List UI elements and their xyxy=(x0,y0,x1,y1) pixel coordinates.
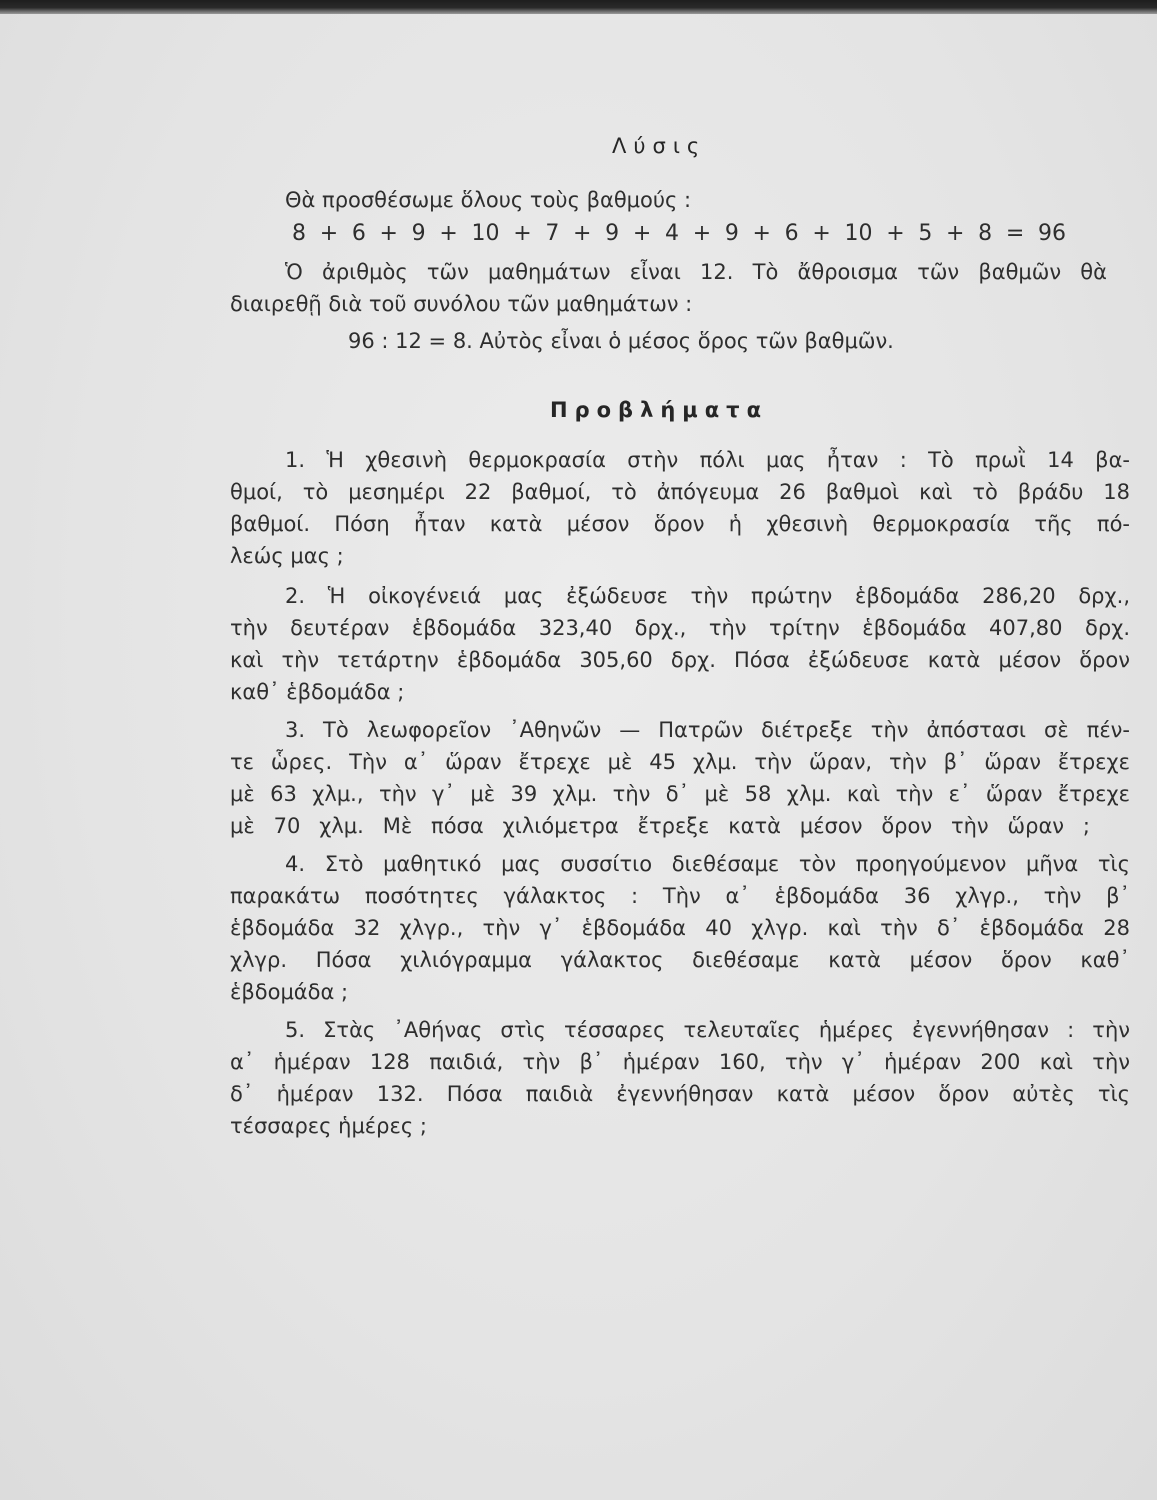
problem-2-line-3: καὶ τὴν τετάρτην ἑβδομάδα 305,60 δρχ. Πόσα ἐξώδευσε κατὰ μέσον ὅρον xyxy=(230,648,1130,672)
solution-heading: Λύσις xyxy=(612,134,707,158)
problem-3-line-4: μὲ 70 χλμ. Μὲ πόσα χιλιόμετρα ἔτρεξε κατὰ μέσον ὅρον τὴν ὥραν ; xyxy=(230,814,1090,838)
problem-1-line-2: θμοί, τὸ μεσημέρι 22 βαθμοί, τὸ ἀπόγευμα 26 βαθμοὶ καὶ τὸ βράδυ 18 xyxy=(230,480,1130,504)
solution-text-line-2: διαιρεθῇ διὰ τοῦ συνόλου τῶν μαθημάτων : xyxy=(230,292,693,316)
solution-text-line-1: Ὁ ἀριθμὸς τῶν μαθημάτων εἶναι 12. Τὸ ἄθροισμα τῶν βαθμῶν θὰ xyxy=(285,260,1107,284)
problem-4-line-2: παρακάτω ποσότητες γάλακτος : Τὴν α᾽ ἑβδομάδα 36 χλγρ., τὴν β᾽ xyxy=(230,884,1130,908)
problem-2-line-2: τὴν δευτέραν ἑβδομάδα 323,40 δρχ., τὴν τρίτην ἑβδομάδα 407,80 δρχ. xyxy=(230,616,1130,640)
problem-1-line-3: βαθμοί. Πόση ἦταν κατὰ μέσον ὅρον ἡ χθεσινὴ θερμοκρασία τῆς πό- xyxy=(230,512,1130,536)
problem-4-line-5: ἑβδομάδα ; xyxy=(230,980,349,1004)
solution-result: 96 : 12 = 8. Αὐτὸς εἶναι ὁ μέσος ὅρος τῶν βαθμῶν. xyxy=(348,329,894,353)
scan-top-border xyxy=(0,0,1157,14)
solution-equation: 8 + 6 + 9 + 10 + 7 + 9 + 4 + 9 + 6 + 10 + 5 + 8 = 96 xyxy=(292,221,1066,246)
problems-heading: Προβλήματα xyxy=(550,398,769,422)
solution-intro: Θὰ προσθέσωμε ὅλους τοὺς βαθμούς : xyxy=(285,188,692,212)
problem-4-line-3: ἑβδομάδα 32 χλγρ., τὴν γ᾽ ἑβδομάδα 40 χλγρ. καὶ τὴν δ᾽ ἑβδομάδα 28 xyxy=(230,916,1130,940)
problem-3-line-1: 3. Τὸ λεωφορεῖον ᾽Αθηνῶν — Πατρῶν διέτρεξε τὴν ἀπόστασι σὲ πέν- xyxy=(285,718,1130,742)
problem-4-line-1: 4. Στὸ μαθητικό μας συσσίτιο διεθέσαμε τὸν προηγούμενον μῆνα τὶς xyxy=(285,852,1130,876)
problem-4-line-4: χλγρ. Πόσα χιλιόγραμμα γάλακτος διεθέσαμε κατὰ μέσον ὅρον καθ᾽ xyxy=(230,948,1130,972)
problem-5-line-3: δ᾽ ἡμέραν 132. Πόσα παιδιὰ ἐγεννήθησαν κατὰ μέσον ὅρον αὐτὲς τὶς xyxy=(230,1082,1130,1106)
problem-5-line-4: τέσσαρες ἡμέρες ; xyxy=(230,1114,427,1138)
book-page xyxy=(0,14,1157,1500)
problem-5-line-1: 5. Στὰς ᾽Αθήνας στὶς τέσσαρες τελευταῖες ἡμέρες ἐγεννήθησαν : τὴν xyxy=(285,1018,1130,1042)
problem-2-line-1: 2. Ἡ οἰκογένειά μας ἐξώδευσε τὴν πρώτην ἑβδομάδα 286,20 δρχ., xyxy=(285,584,1130,608)
problem-2-line-4: καθ᾽ ἑβδομάδα ; xyxy=(230,680,405,704)
problem-3-line-3: μὲ 63 χλμ., τὴν γ᾽ μὲ 39 χλμ. τὴν δ᾽ μὲ 58 χλμ. καὶ τὴν ε᾽ ὥραν ἔτρεχε xyxy=(230,782,1130,806)
problem-3-line-2: τε ὧρες. Τὴν α᾽ ὥραν ἔτρεχε μὲ 45 χλμ. τὴν ὥραν, τὴν β᾽ ὥραν ἔτρεχε xyxy=(230,750,1130,774)
problem-5-line-2: α᾽ ἡμέραν 128 παιδιά, τὴν β᾽ ἡμέραν 160, τὴν γ᾽ ἡμέραν 200 καὶ τὴν xyxy=(230,1050,1130,1074)
problem-1-line-1: 1. Ἡ χθεσινὴ θερμοκρασία στὴν πόλι μας ἦταν : Τὸ πρωῒ 14 βα- xyxy=(285,448,1130,472)
problem-1-line-4: λεώς μας ; xyxy=(230,544,344,568)
